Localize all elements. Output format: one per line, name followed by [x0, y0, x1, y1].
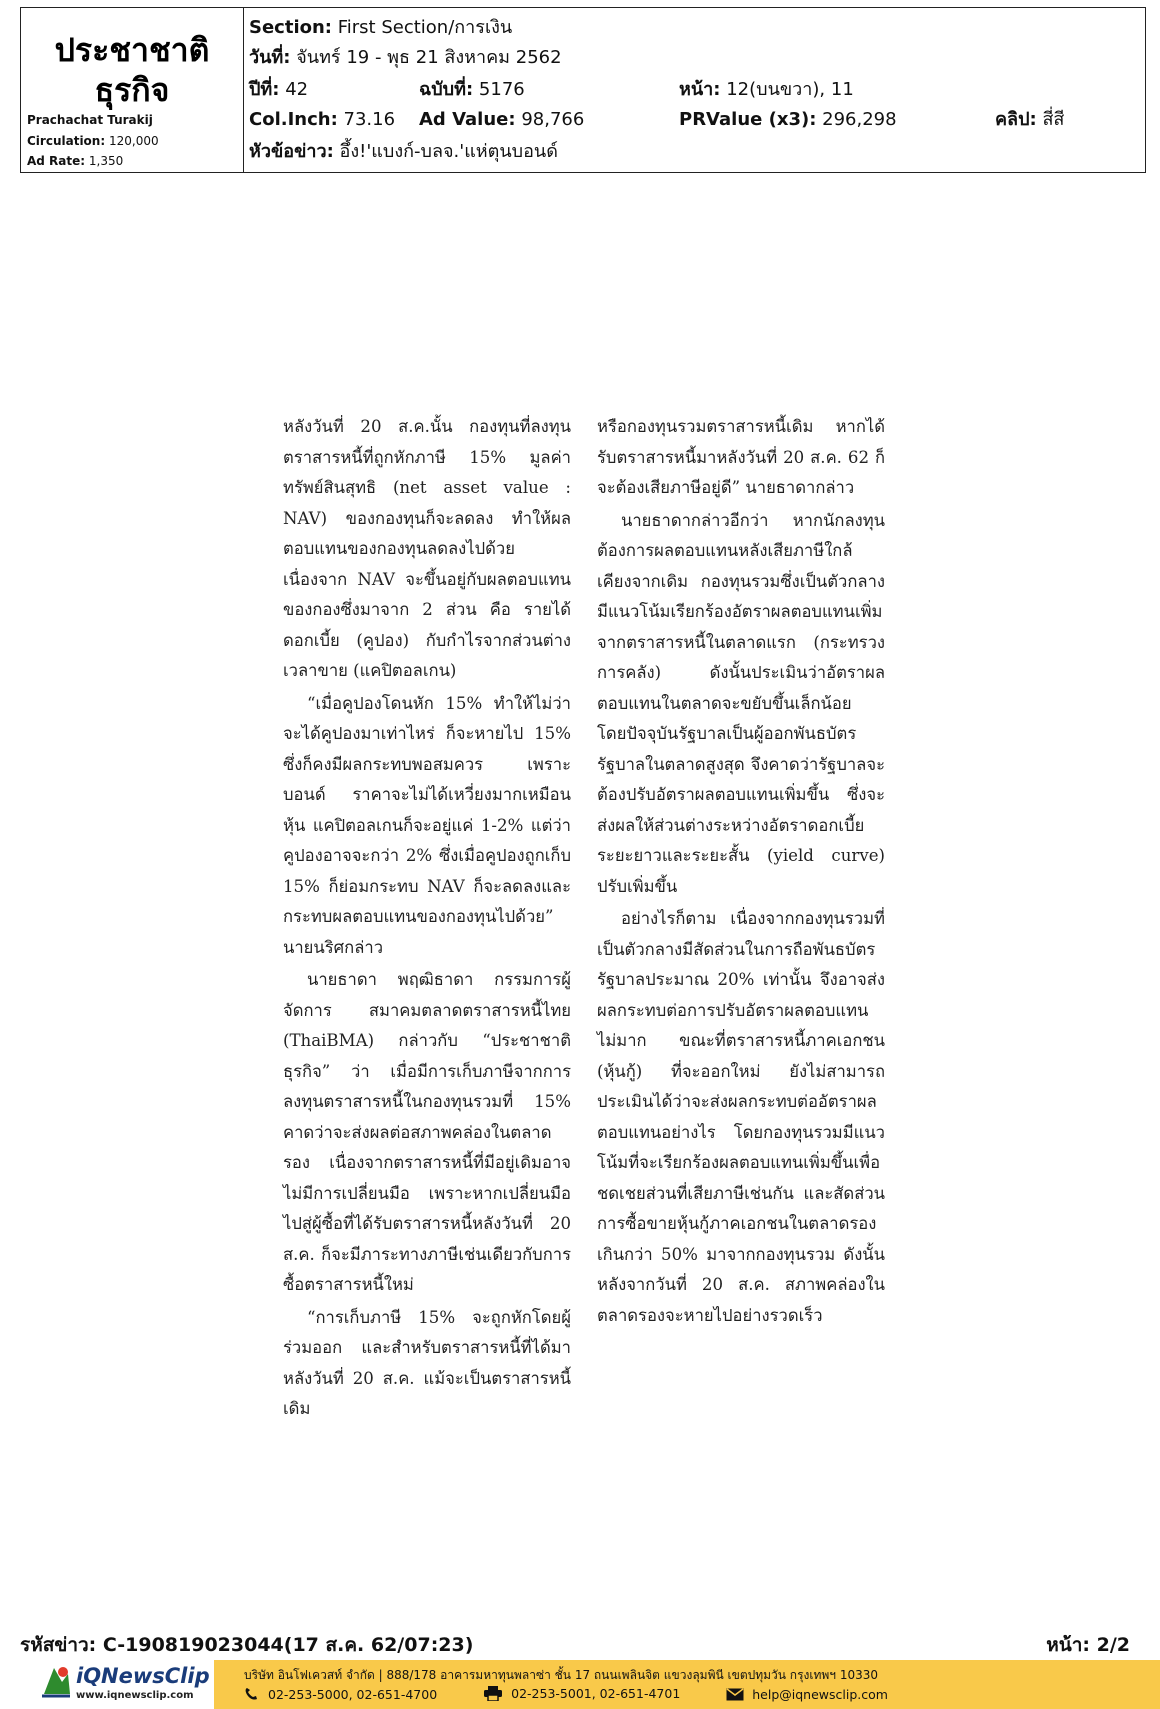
circulation-label: Circulation: [27, 134, 106, 148]
headline-row [249, 138, 558, 166]
issue [419, 76, 525, 104]
article-paragraph: นายธาดากล่าวอีกว่า หากนักลงทุนต้องการผลตอบแทนหลังเสียภาษีใกล้เคียงจากเดิม กองทุนรวมซึ่งเป็นตัวกลางมีแนวโน้มเรียกร้องอัตราผลตอบแทนเพิ่มจากตราสารหนี้ในตลาดแรก (กระทรวงการคลัง) ดังนั้นประเมินว่าอัตราผลตอบแทนในตลาดจะขยับขึ้นเล็กน้อย โดยปัจจุบันรัฐบาลเป็นผู้ออกพันธบัตรรัฐบาลในตลาดสูงสุด จึงคาดว่ารัฐบาลจะต้องปรับอัตราผลตอบแทนเพิ่มขึ้น ซึ่งจะส่งผลให้ส่วนต่างระหว่างอัตราดอกเบี้ยระยะยาวและระยะสั้น (yield curve) ปรับเพิ่มขึ้น [597, 510, 885, 896]
email [726, 1687, 888, 1702]
article-paragraph: “การเก็บภาษี 15% จะถูกหักโดยผู้ร่วมออก และสำหรับตราสารหนี้ที่ได้มาหลังวันที่ 20 ส.ค. แม้จะเป็นตราสารหนี้เดิม [283, 1307, 571, 1418]
page-number: หน้า: 2/2 [1046, 1634, 1130, 1656]
article-paragraph: หลังวันที่ 20 ส.ค.นั้น กองทุนที่ลงทุนตราสารหนี้ที่ถูกหักภาษี 15% มูลค่าทรัพย์สินสุทธิ (net asset value : NAV) ของกองทุนก็จะลดลง ทำให้ผลตอบแทนของกองทุนลดลงไปด้วย เนื่องจาก NAV จะขึ้นอยู่กับผลตอบแทนของกองซึ่งมาจาก 2 ส่วน คือ รายได้ดอกเบี้ย (คูปอง) กับกำไรจากส่วนต่างเวลาขาย (แคปิตอลเกน) [283, 417, 571, 680]
brand-url[interactable]: www.iqnewsclip.com [76, 1690, 194, 1701]
pr-value-value: 296,298 [822, 109, 897, 130]
issue-value: 5176 [478, 79, 525, 100]
date-value: จันทร์ 19 - พุธ 21 สิงหาคม 2562 [296, 47, 562, 68]
section-value: First Section/การเงิน [337, 17, 513, 38]
ad-value-value: 98,766 [521, 109, 585, 130]
page-label: หน้า: [679, 79, 721, 100]
fax-numbers: 02-253-5001, 02-651-4701 [511, 1686, 681, 1701]
ad-rate [27, 154, 123, 168]
article-column-left [283, 412, 571, 1427]
ad-rate-value: 1,350 [88, 154, 124, 168]
section-label: Section: [249, 17, 332, 38]
publication-name-line2: ธุรกิจ [94, 71, 170, 109]
article-paragraph: นายธาดา พฤฒิธาดา กรรมการผู้จัดการ สมาคมตลาดตราสารหนี้ไทย (ThaiBMA) กล่าวกับ “ประชาชาติธุรกิจ” ว่า เมื่อมีการเก็บภาษีจากการลงทุนตราสารหนี้ในกองทุนรวมที่ 15% คาดว่าจะส่งผลต่อสภาพคล่องในตลาดรอง เนื่องจากตราสารหนี้ที่มีอยู่เดิมอาจไม่มีการเปลี่ยนมือ เพราะหากเปลี่ยนมือไปสู่ผู้ซื้อที่ได้รับตราสารหนี้หลังวันที่ 20 ส.ค. ก็จะมีภาระทางภาษีเช่นเดียวกับการซื้อตราสารหนี้ใหม่ [283, 970, 571, 1294]
clip-header [20, 7, 1146, 173]
pr-value-label: PRValue (x3): [679, 109, 817, 130]
circulation [27, 134, 159, 148]
phone-icon [244, 1687, 260, 1701]
publication-name-en: Prachachat Turakij [27, 113, 153, 127]
brand-name: iQNewsClip [76, 1664, 210, 1688]
clip-color [995, 106, 1064, 134]
article-paragraph: หรือกองทุนรวมตราสารหนี้เดิม หากได้รับตราสารหนี้มาหลังวันที่ 20 ส.ค. 62 ก็จะต้องเสียภาษีอยู่ดี” นายธาดากล่าว [597, 417, 885, 497]
envelope-icon [726, 1688, 744, 1701]
issue-row [249, 76, 1149, 104]
article-paragraph: อย่างไรก็ตาม เนื่องจากกองทุนรวมที่เป็นตัวกลางมีสัดส่วนในการถือพันธบัตรรัฐบาลประมาณ 20% เท่านั้น จึงอาจส่งผลกระทบต่อการปรับอัตราผลตอบแทนไม่มาก ขณะที่ตราสารหนี้ภาคเอกชน (หุ้นกู้) ที่จะออกใหม่ ยังไม่สามารถประเมินได้ว่าจะส่งผลกระทบต่ออัตราผลตอบแทนอย่างไร โดยกองทุนรวมมีแนวโน้มที่จะเรียกร้องผลตอบแทนเพิ่มขึ้นเพื่อชดเชยส่วนที่เสียภาษีเช่นกัน และสัดส่วนการซื้อขายหุ้นกู้ภาคเอกชนในตลาดรองเกินกว่า 50% มาจากกองทุนรวม ดังนั้นหลังจากวันที่ 20 ส.ค. สภาพคล่องในตลาดรองจะหายไปอย่างรวดเร็ว [597, 909, 885, 1325]
ad-value [419, 106, 584, 134]
ad-rate-label: Ad Rate: [27, 154, 86, 168]
headline-value: อึ้ง!'แบงก์-บลจ.'แห่ตุนบอนด์ [339, 141, 558, 162]
value-row [249, 106, 1149, 134]
phone-numbers: 02-253-5000, 02-651-4700 [268, 1686, 438, 1702]
col-inch-value: 73.16 [343, 109, 396, 130]
col-inch [249, 106, 395, 134]
section-row [249, 14, 512, 42]
article-column-right [597, 412, 885, 1333]
iqnewsclip-logo[interactable] [40, 1662, 210, 1706]
publication-logo [21, 30, 243, 110]
printer-icon [483, 1686, 503, 1701]
email-address[interactable]: help@iqnewsclip.com [752, 1687, 888, 1702]
publication-name-line1: ประชาชาติ [54, 31, 210, 69]
contact-info [244, 1686, 930, 1704]
publication-box [21, 8, 244, 172]
page [679, 76, 854, 104]
headline-label: หัวข้อข่าว: [249, 141, 334, 162]
clip-logo-icon [40, 1664, 72, 1698]
circulation-value: 120,000 [108, 134, 159, 148]
clip-value: สี่สี [1042, 109, 1065, 130]
news-code: รหัสข่าว: C-190819023044(17 ส.ค. 62/07:23) [20, 1634, 474, 1656]
ad-value-label: Ad Value: [419, 109, 516, 130]
article-paragraph: “เมื่อคูปองโดนหัก 15% ทำให้ไม่ว่าจะได้คูปองมาเท่าไหร่ ก็จะหายไป 15% ซึ่งก็คงมีผลกระทบพอสมควร เพราะบอนด์ ราคาจะไม่ได้เหวี่ยงมากเหมือนหุ้น แคปิตอลเกนก็จะอยู่แค่ 1-2% แต่ว่าคูปองอาจจะกว่า 2% ซึ่งเมื่อคูปองถูกเก็บ 15% ก็ย่อมกระทบ NAV ก็จะลดลงและกระทบผลตอบแทนของกองทุนไปด้วย” นายนริศกล่าว [283, 693, 571, 957]
contact-bar [214, 1660, 1160, 1709]
date-row [249, 44, 562, 72]
col-inch-label: Col.Inch: [249, 109, 338, 130]
clip-label: คลิป: [995, 109, 1037, 130]
issue-label: ฉบับที่: [419, 79, 474, 100]
page-value: 12(บนขวา), 11 [726, 79, 854, 100]
pr-value [679, 106, 897, 134]
company-address: บริษัท อินโฟเควสท์ จำกัด | 888/178 อาคารมหาทุนพลาซ่า ชั้น 17 ถนนเพลินจิต แขวงลุมพินี เขตปทุมวัน กรุงเทพฯ 10330 [244, 1668, 879, 1682]
year-label: ปีที่: [249, 79, 280, 100]
phone [244, 1687, 437, 1702]
year [249, 76, 308, 104]
year-value: 42 [285, 79, 309, 100]
fax [483, 1686, 680, 1701]
date-label: วันที่: [249, 47, 291, 68]
